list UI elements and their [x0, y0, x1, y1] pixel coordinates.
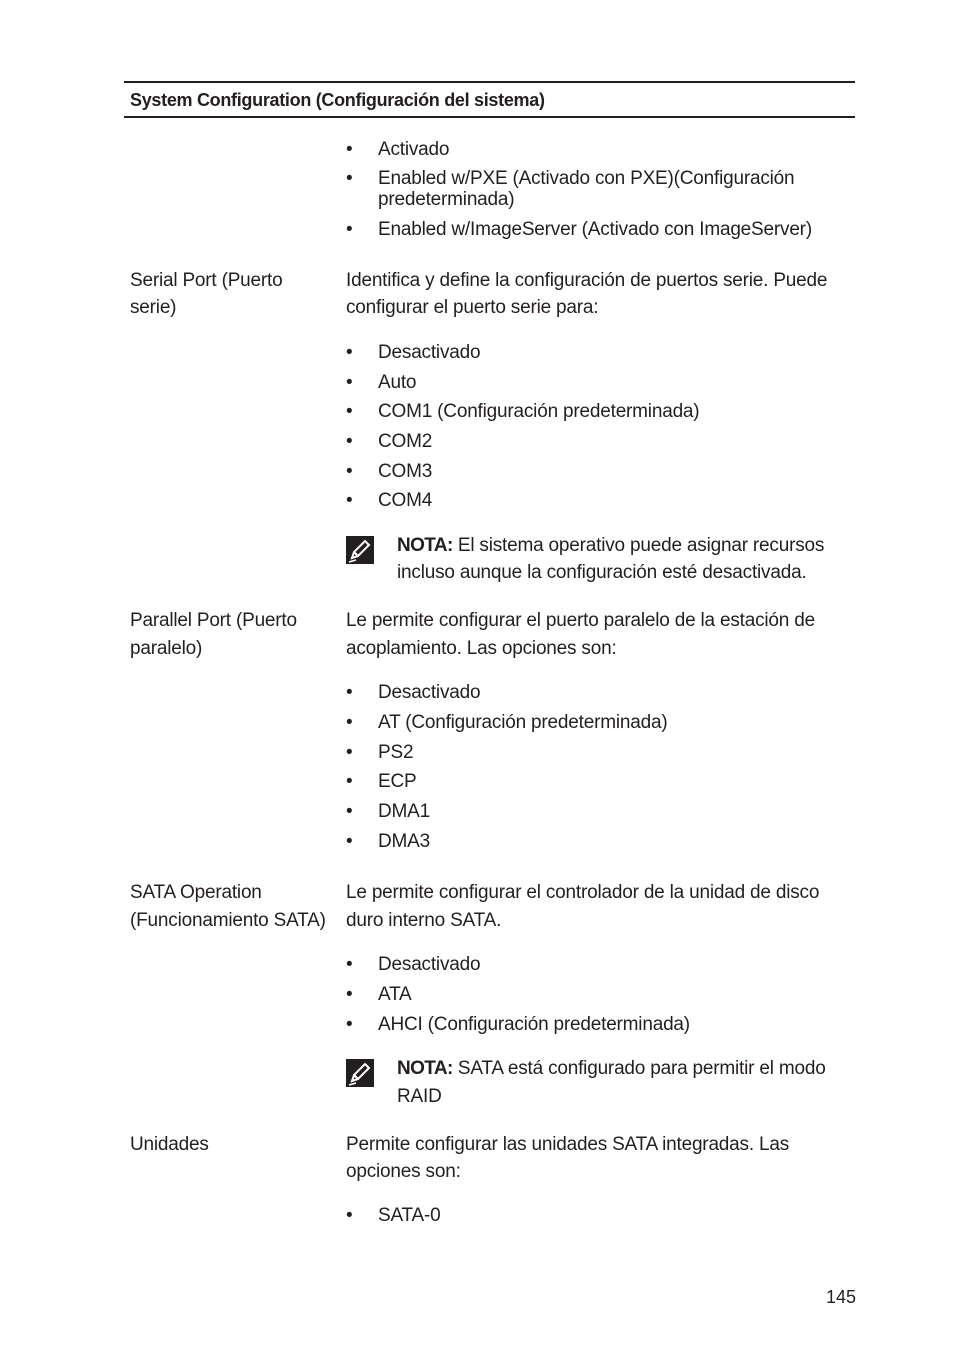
- bullet-icon: •: [346, 139, 353, 160]
- option-item: ECP: [378, 771, 417, 792]
- option-item: Desactivado: [378, 342, 481, 363]
- note-text: [397, 1055, 826, 1082]
- option-item: SATA-0: [378, 1205, 441, 1226]
- bullet-icon: •: [346, 712, 353, 733]
- note-text: [397, 532, 824, 559]
- setting-description: acoplamiento. Las opciones son:: [346, 638, 617, 659]
- note-label: NOTA:: [397, 1058, 453, 1079]
- bullet-icon: •: [346, 771, 353, 792]
- option-item: Desactivado: [378, 682, 481, 703]
- setting-description: configurar el puerto serie para:: [346, 297, 599, 318]
- setting-label-parallel-port: paralelo): [130, 638, 203, 659]
- bullet-icon: •: [346, 984, 353, 1005]
- note-line: El sistema operativo puede asignar recursos: [457, 535, 825, 556]
- section-title: System Configuration (Configuración del sistema): [130, 90, 545, 110]
- option-item: COM1 (Configuración predeterminada): [378, 401, 700, 422]
- setting-label-serial-port: serie): [130, 297, 177, 318]
- note-pencil-icon: [346, 536, 374, 564]
- bullet-icon: •: [346, 1014, 353, 1035]
- setting-description: opciones son:: [346, 1161, 461, 1182]
- bullet-icon: •: [346, 401, 353, 422]
- option-item: COM4: [378, 490, 433, 511]
- note-pencil-icon: [346, 1059, 374, 1087]
- note-line: SATA está configurado para permitir el modo: [457, 1058, 826, 1079]
- bullet-icon: •: [346, 372, 353, 393]
- option-item: DMA1: [378, 801, 430, 822]
- bullet-icon: •: [346, 342, 353, 363]
- option-item: DMA3: [378, 831, 430, 852]
- bullet-icon: •: [346, 831, 353, 852]
- option-item: AT (Configuración predeterminada): [378, 712, 668, 733]
- setting-label-sata-operation: (Funcionamiento SATA): [130, 910, 326, 931]
- bullet-icon: •: [346, 431, 353, 452]
- bullet-icon: •: [346, 168, 353, 189]
- setting-description: Identifica y define la configuración de puertos serie. Puede: [346, 270, 828, 291]
- bullet-icon: •: [346, 1205, 353, 1226]
- setting-description: duro interno SATA.: [346, 910, 502, 931]
- option-item: COM2: [378, 431, 433, 452]
- setting-description: Le permite configurar el controlador de la unidad de disco: [346, 882, 820, 903]
- option-item: Enabled w/ImageServer (Activado con ImageServer): [378, 219, 812, 240]
- bullet-icon: •: [346, 682, 353, 703]
- note-line: RAID: [397, 1086, 442, 1107]
- bullet-icon: •: [346, 954, 353, 975]
- option-item-continued: predeterminada): [378, 189, 515, 210]
- option-item: Activado: [378, 139, 450, 160]
- option-item: ATA: [378, 984, 412, 1005]
- note-label: NOTA:: [397, 535, 453, 556]
- option-item: PS2: [378, 742, 414, 763]
- bullet-icon: •: [346, 801, 353, 822]
- setting-description: Permite configurar las unidades SATA integradas. Las: [346, 1134, 790, 1155]
- bullet-icon: •: [346, 461, 353, 482]
- setting-description: Le permite configurar el puerto paralelo de la estación de: [346, 610, 815, 631]
- option-item: Enabled w/PXE (Activado con PXE)(Configuración: [378, 168, 795, 189]
- bullet-icon: •: [346, 490, 353, 511]
- setting-label-drives: Unidades: [130, 1134, 209, 1155]
- setting-label-sata-operation: SATA Operation: [130, 882, 262, 903]
- option-item: AHCI (Configuración predeterminada): [378, 1014, 690, 1035]
- bullet-icon: •: [346, 742, 353, 763]
- section-header: [124, 81, 855, 118]
- option-item: COM3: [378, 461, 433, 482]
- page-number: 145: [826, 1287, 857, 1307]
- option-item: Desactivado: [378, 954, 481, 975]
- bullet-icon: •: [346, 219, 353, 240]
- setting-label-parallel-port: Parallel Port (Puerto: [130, 610, 297, 631]
- option-item: Auto: [378, 372, 417, 393]
- setting-label-serial-port: Serial Port (Puerto: [130, 270, 283, 291]
- note-line: incluso aunque la configuración esté desactivada.: [397, 562, 807, 583]
